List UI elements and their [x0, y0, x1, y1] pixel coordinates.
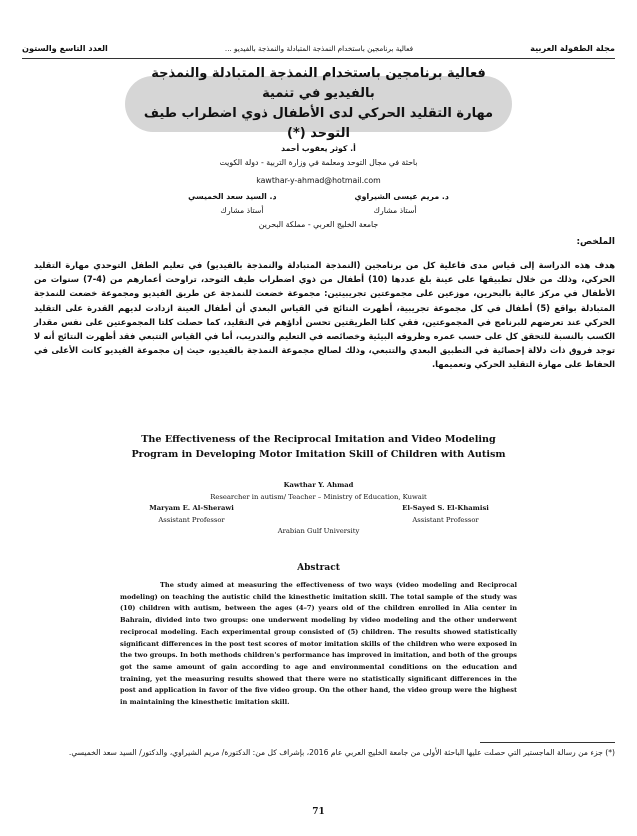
- rank-3-ar: أستاذ مشارك: [220, 206, 264, 215]
- header-divider: [22, 58, 615, 59]
- arabic-title-line-2: مهارة التقليد الحركي لدى الأطفال ذوي اضطراب طيف التوحد (*): [143, 106, 494, 141]
- arabic-title-box: [125, 66, 512, 141]
- authors-2-3-ar: [0, 190, 637, 204]
- abstract-heading-en: Abstract: [297, 563, 340, 573]
- affiliation-1-ar: باحثة في مجال التوحد ومعلمة في وزارة التربية - دولة الكويت: [219, 158, 418, 167]
- abstract-body-en: [120, 580, 517, 709]
- footnote: (*) جزء من رسالة الماجستير التي حصلت عليها الباحثة الأولى من جامعة الخليج العربي عام 2016، بإشراف كل من: الدكتورة/ مريم الشيراوي، والدكتور/ السيد سعد الخميسي.: [68, 748, 615, 757]
- rank-2-en: Assistant Professor: [158, 515, 225, 524]
- issue-number: العدد التاسع والستون: [22, 43, 108, 53]
- arabic-title-line-1: فعالية برنامجين باستخدام النمذجة المتبادلة والنمذجة بالفيديو في تنمية: [151, 66, 486, 101]
- abstract-heading-ar: الملخص:: [576, 237, 615, 247]
- page-number: 71: [312, 807, 325, 817]
- authors-2-3-en: [0, 503, 637, 515]
- english-title-line-1: The Effectiveness of the Reciprocal Imitation and Video Modeling: [141, 434, 496, 445]
- author-email[interactable]: kawthar-y-ahmad@hotmail.com: [256, 176, 381, 185]
- ranks-en: [0, 515, 637, 527]
- author-1-ar: أ. كوثر يعقوب أحمد: [281, 144, 356, 153]
- rank-2-ar: أستاذ مشارك: [373, 206, 417, 215]
- english-title-line-2: Program in Developing Motor Imitation Skill of Children with Autism: [131, 449, 506, 460]
- page-header: [22, 40, 615, 56]
- footnote-divider: [480, 742, 615, 743]
- affiliation-1-en: Researcher in autism/ Teacher – Ministry of Education, Kuwait: [210, 492, 427, 501]
- author-2-ar: د. مريم عيسى الشيراوي: [354, 192, 449, 201]
- rank-3-en: Assistant Professor: [412, 515, 479, 524]
- author-3-ar: د. السيد سعد الخميسي: [188, 192, 277, 201]
- english-authors: [0, 480, 637, 538]
- author-3-en: El-Sayed S. El-Khamisi: [402, 504, 489, 512]
- abstract-body-ar: هدف هذه الدراسة إلى قياس مدى فاعلية كل من برنامجين (النمذجة المتبادلة والنمذجة بالفيديو) في تعليم الطفل التوحدي مهارة التقليد الحركي، وذلك من خلال تطبيقها على عينة بلغ عددها (10) أطفال من ذوي اضطراب طيف التوحد، تراوحت أعمارهم من (4-7) سنوات من الأطفال في مركز عالية بالبحرين، موزعين على مجموعتين تجريبيتين: مجموعة خضعت للنمذجة عن طريق الفيديو ومجموعة خضعت للنمذجة المتبادلة بواقع (5) أطفال في كل مجموعة تجريبية، أظهرت النتائج في القياس البعدي أن أطفال العينة ازدادت لديهم القدرة على التقليد الحركي عند تعرضهم للبرنامج في المجموعتين، فقي كلتا الطريقتين تحسن أداؤهم في التقليد، كما حصلت كلتا المجموعتين على نفس مقدار الكسب بالنسبة للتحقق كل على حسب عمره وظروفه البيئية وخصائصه في التعليم والتدريب، أما في القياس التتبعي فقد أظهرت النتائج أنه لا توجد فروق ذات دلالة إحصائية في التطبيق البعدي والتتبعي، وذلك لصالح مجموعة النمذجة بالفيديو، حيث إن مجموعة الفيديو كانت الأعلى في الحفاظ على مهارة التقليد الحركي وتعميمها.: [34, 260, 616, 370]
- university-en: Arabian Gulf University: [277, 527, 360, 535]
- ranks-ar: [0, 204, 637, 218]
- author-2-en: Maryam E. Al-Sherawi: [149, 504, 234, 512]
- running-title: فعالية برنامجين باستخدام النمذجة المتبادلة والنمذجة بالفيديو ...: [224, 43, 414, 53]
- author-1-en: Kawthar Y. Ahmad: [283, 481, 354, 489]
- journal-name: مجلة الطفولة العربية: [530, 43, 615, 53]
- university-ar: جامعة الخليج العربي - مملكة البحرين: [258, 220, 379, 229]
- abstract-paragraph-en: The study aimed at measuring the effectiveness of two ways (video modeling and Reciprocal modeling) on teaching the autistic child the kinesthetic imitation skill. The total sample of the study was (10) children with autism, between the ages (4–7) years old of the children enrolled in Alia center in Bahrain, divided into two groups: one underwent modeling by video modeling and the other underwent reciprocal modeling. Each experimental group consisted of (5) children. The results showed statistically significant differences in the post test scores of motor imitation skills of the children who were exposed in the two groups. In both methods children's performance has improved in imitation, and both of the groups got the same amount of gain according to age and environmental conditions on the education and training, yet the measuring results showed that there were no statistically significant differences in the post and application in favor of the five video group. On the other hand, the video group were the highest in maintaining the kinesthetic imitation skill.: [120, 581, 517, 707]
- arabic-authors: [0, 142, 637, 232]
- english-title: [60, 432, 577, 462]
